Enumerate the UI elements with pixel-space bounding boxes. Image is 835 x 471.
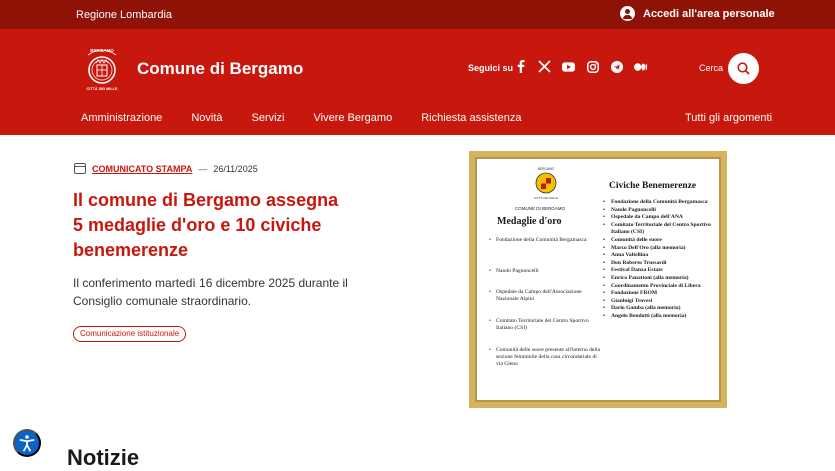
nav-item-services[interactable]: Servizi <box>251 112 285 124</box>
list-item: • Fondazione FROM <box>603 290 723 298</box>
nav-item-news[interactable]: Novità <box>191 112 223 124</box>
search-button[interactable] <box>728 53 759 84</box>
accessibility-icon <box>18 434 36 452</box>
article-lead: Il conferimento martedì 16 dicembre 2025 durante il Consiglio comunale straordinario. <box>73 276 348 308</box>
list-item: • Enrico Panattoni (alla memoria) <box>603 275 723 283</box>
list-item: • Fondazione della Comunità Bergamasca <box>489 237 601 244</box>
city-logo-icon[interactable] <box>82 45 122 93</box>
svg-text:CITTÀ DEI MILLE: CITTÀ DEI MILLE <box>533 196 559 200</box>
svg-text:BERGAMO: BERGAMO <box>90 48 114 53</box>
article-title[interactable]: Il comune di Bergamo assegna 5 medaglie d'oro e 10 civiche benemerenze <box>73 190 339 260</box>
login-label: Accedi all'area personale <box>643 7 775 20</box>
article-meta <box>74 163 258 174</box>
poster-comune: COMUNE DI BERGAMO <box>515 206 566 211</box>
poster-left-title: Medaglie d'oro <box>497 216 562 227</box>
list-item: • Comunità delle suore <box>603 237 723 245</box>
social-links <box>514 60 647 73</box>
list-item: • Comitato Territoriale del Centro Sportivo Italiano (CSI) <box>603 222 723 237</box>
follow-label: Seguici su <box>468 63 514 73</box>
youtube-icon[interactable] <box>562 60 575 73</box>
article-date: 26/11/2025 <box>213 163 258 174</box>
nav-item-administration[interactable]: Amministrazione <box>81 112 163 124</box>
list-item: • Nando Pagnoncelli <box>489 268 601 275</box>
list-item: • Anna Valtellina <box>603 252 723 260</box>
list-item: • Coordinamento Provinciale di Libera <box>603 283 723 291</box>
nav-item-living[interactable]: Vivere Bergamo <box>313 112 393 124</box>
medium-icon[interactable] <box>634 60 647 73</box>
list-item: • Comunità delle suore presente all'interno della sezione femminile della casa circondariale di via Gleno <box>489 347 601 368</box>
x-icon[interactable] <box>538 60 551 73</box>
region-link[interactable]: Regione Lombardia <box>76 9 173 21</box>
user-icon <box>620 6 635 21</box>
main-nav <box>81 112 550 124</box>
poster-right-title: Civiche Benemerenze <box>609 181 697 191</box>
list-item: • Ospedale da Campo dell'Associazione Nazionale Alpini <box>489 289 601 303</box>
search-label: Cerca <box>699 63 724 73</box>
login-link[interactable] <box>620 6 775 21</box>
site-title[interactable]: Comune di Bergamo <box>137 59 304 78</box>
site-header <box>0 29 835 135</box>
list-item: • Don Roberto Trussardi <box>603 260 723 268</box>
svg-text:BERGAMO: BERGAMO <box>537 167 555 171</box>
article-image[interactable] <box>469 151 727 408</box>
nav-item-all-topics[interactable]: Tutti gli argomenti <box>685 112 773 124</box>
list-item: • Dario Gamba (alla memoria) <box>603 305 723 313</box>
accessibility-button[interactable] <box>13 429 41 457</box>
list-item: • Angelo Bendotti (alla memoria) <box>603 313 723 321</box>
facebook-icon[interactable] <box>514 60 527 73</box>
list-item: • Ospedale da Campo dell'ANA <box>603 214 723 222</box>
poster-content <box>475 157 721 402</box>
calendar-icon <box>74 163 86 174</box>
list-item: • Nando Pagnoncelli <box>603 207 723 215</box>
list-item: • Marco Dell'Oro (alla memoria) <box>603 245 723 253</box>
list-item: • Comitato Territoriale del Centro Sportivo Italiano (CSI) <box>489 318 601 332</box>
telegram-icon[interactable] <box>610 60 623 73</box>
topic-tag[interactable]: Comunicazione istituzionale <box>73 326 186 342</box>
section-title: Notizie <box>67 445 140 470</box>
category-link[interactable]: COMUNICATO STAMPA <box>92 163 193 174</box>
nav-item-assistance[interactable]: Richiesta assistenza <box>421 112 522 124</box>
list-item: • Gianluigi Trovesi <box>603 298 723 306</box>
instagram-icon[interactable] <box>586 60 599 73</box>
poster-right-list <box>603 199 723 321</box>
svg-text:CITTÀ DEI MILLE: CITTÀ DEI MILLE <box>86 87 118 91</box>
poster-logo-icon <box>532 165 560 205</box>
list-item: • Fondazione della Comunità Bergamasca <box>603 199 723 207</box>
top-bar <box>0 0 835 29</box>
search-icon <box>737 62 750 75</box>
meta-separator: — <box>198 163 208 174</box>
list-item: • Festival Danza Estate <box>603 267 723 275</box>
